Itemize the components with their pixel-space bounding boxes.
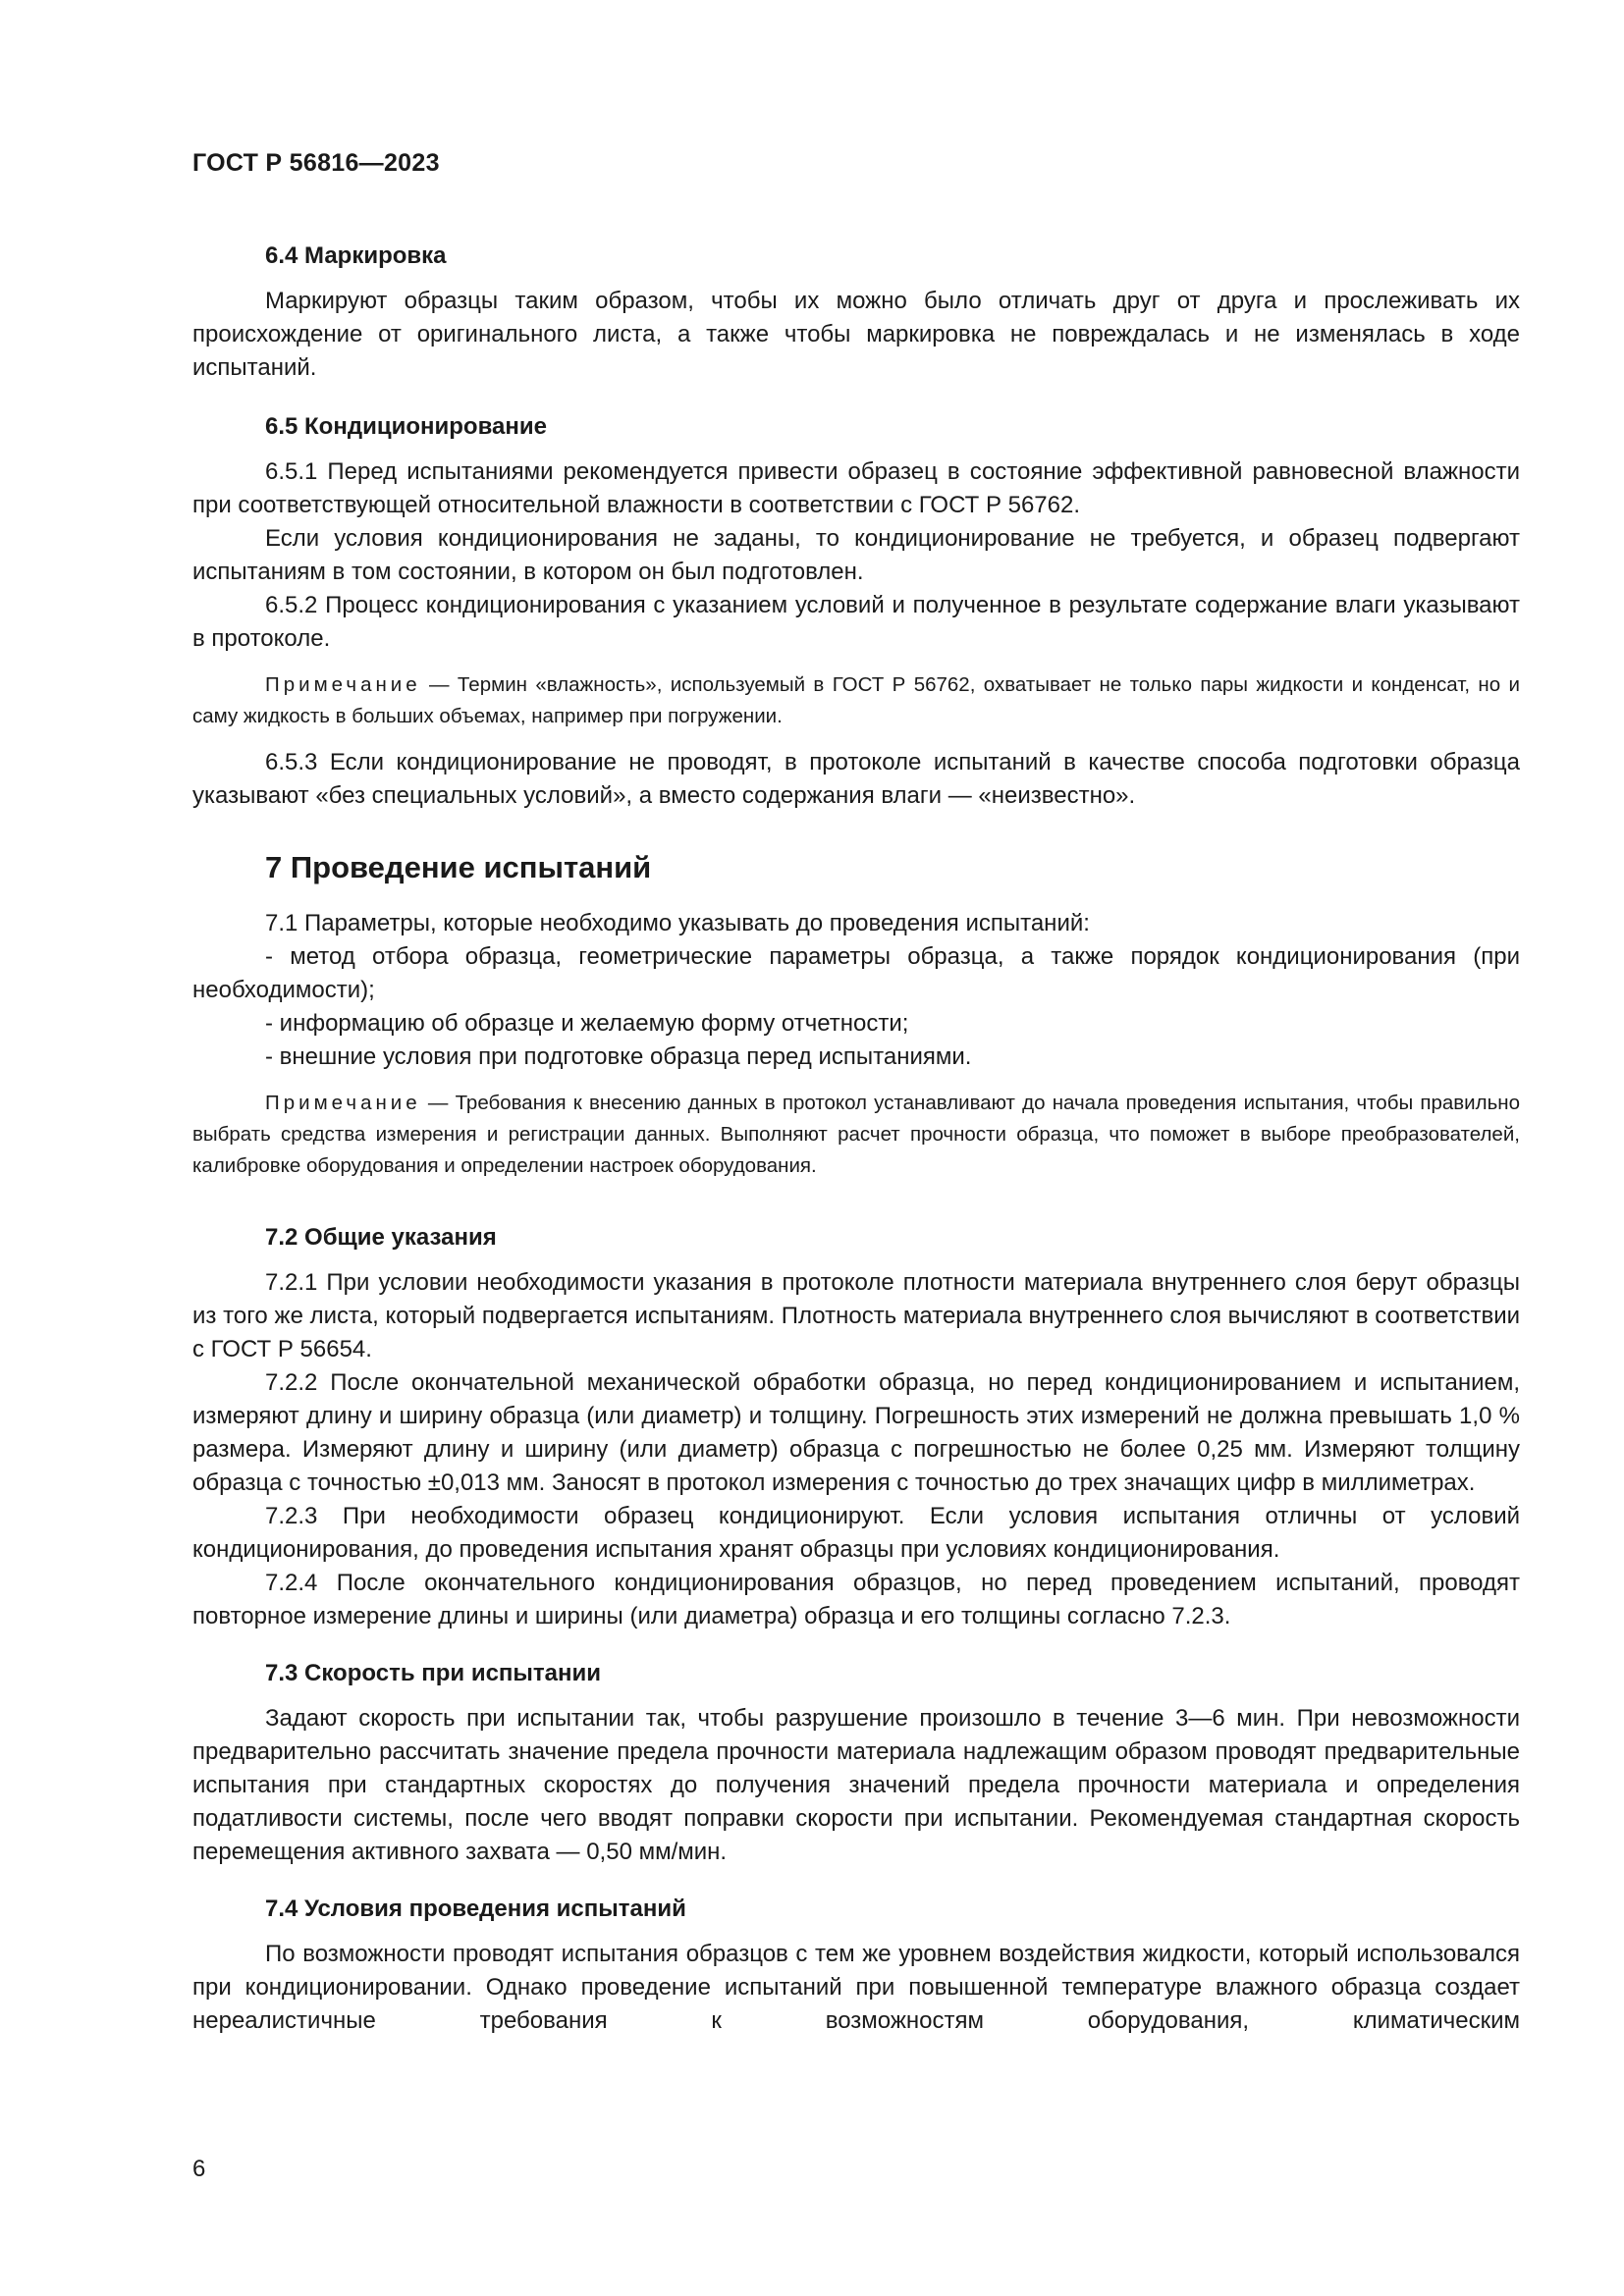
paragraph: 7.2.4 После окончательного кондиционирования образцов, но перед проведением испытаний, проводят повторное измерение длины и ширины (или диаметра) образца и его толщины согласно 7.2.3. bbox=[192, 1570, 1520, 1629]
page-number: 6 bbox=[192, 2156, 206, 2182]
subsection-heading: 7.2 Общие указания bbox=[265, 1224, 497, 1251]
paragraph: 7.2.1 При условии необходимости указания в протоколе плотности материала внутреннего слоя берут образцы из того же листа, который подвергается испытаниям. Плотность материала внутреннего слоя вычисляют в соответствии с ГОСТ Р 56654. bbox=[192, 1269, 1520, 1362]
paragraph: Если условия кондиционирования не заданы, то кондиционирование не требуется, и образец подвергают испытаниям в том состоянии, в котором он был подготовлен. bbox=[192, 525, 1520, 585]
subsection-heading: 7.4 Условия проведения испытаний bbox=[265, 1896, 686, 1922]
list-item: - метод отбора образца, геометрические параметры образца, а также порядок кондиционирования (при необходимости); bbox=[192, 943, 1520, 1003]
note bbox=[192, 1088, 1520, 1182]
note-label: Примечание bbox=[265, 1092, 421, 1114]
document-body bbox=[192, 222, 1520, 2038]
subsection-heading: 6.5 Кондиционирование bbox=[265, 413, 547, 440]
paragraph: 7.2.3 При необходимости образец кондиционируют. Если условия испытания отличны от условий кондиционирования, до проведения испытания хранят образцы при условиях кондиционирования. bbox=[192, 1503, 1520, 1563]
note bbox=[192, 669, 1520, 732]
note-label: Примечание bbox=[265, 673, 421, 696]
paragraph: По возможности проводят испытания образцов с тем же уровнем воздействия жидкости, который использовался при кондиционировании. Однако проведение испытаний при повышенной температуре влажного образца создает нереалистичные требования к возможностям оборудования, климатическим bbox=[192, 1941, 1520, 2034]
list-item: - информацию об образце и желаемую форму отчетности; bbox=[265, 1010, 909, 1037]
list-item: - внешние условия при подготовке образца перед испытаниями. bbox=[265, 1043, 972, 1070]
paragraph: 7.1 Параметры, которые необходимо указывать до проведения испытаний: bbox=[265, 910, 1090, 936]
paragraph: 7.2.2 После окончательной механической обработки образца, но перед кондиционированием и испытанием, измеряют длину и ширину образца (или диаметр) и толщину. Погрешность этих измерений не должна превышать 1,0 % размера. Измеряют длину и ширину (или диаметр) образца с погрешностью не более 0,25 мм. Измеряют толщину образца с точностью ±0,013 мм. Заносят в протокол измерения с точностью до трех значащих цифр в миллиметрах. bbox=[192, 1369, 1520, 1496]
document-header: ГОСТ Р 56816—2023 bbox=[192, 149, 440, 177]
paragraph: 6.5.3 Если кондиционирование не проводят, в протоколе испытаний в качестве способа подготовки образца указывают «без специальных условий», а вместо содержания влаги — «неизвестно». bbox=[192, 749, 1520, 809]
paragraph: 6.5.2 Процесс кондиционирования с указанием условий и полученное в результате содержание влаги указывают в протоколе. bbox=[192, 592, 1520, 652]
note-text: — Требования к внесению данных в протокол устанавливают до начала проведения испытания, чтобы правильно выбрать средства измерения и регистрации данных. Выполняют расчет прочности образца, что поможет в выборе преобразователей, калибровке оборудования и определении настроек оборудования. bbox=[192, 1092, 1520, 1177]
subsection-heading: 6.4 Маркировка bbox=[265, 242, 447, 269]
paragraph: Задают скорость при испытании так, чтобы разрушение произошло в течение 3—6 мин. При невозможности предварительно рассчитать значение предела прочности материала надлежащим образом проводят предварительные испытания при стандартных скоростях до получения значений предела прочности материала и определения податливости системы, после чего вводят поправки скорости при испытании. Рекомендуемая стандартная скорость перемещения активного захвата — 0,50 мм/мин. bbox=[192, 1705, 1520, 1865]
paragraph: Маркируют образцы таким образом, чтобы их можно было отличать друг от друга и прослеживать их происхождение от оригинального листа, а также чтобы маркировка не повреждалась и не изменялась в ходе испытаний. bbox=[192, 288, 1520, 381]
paragraph: 6.5.1 Перед испытаниями рекомендуется привести образец в состояние эффективной равновесной влажности при соответствующей относительной влажности в соответствии с ГОСТ Р 56762. bbox=[192, 458, 1520, 518]
note-text: — Термин «влажность», используемый в ГОСТ Р 56762, охватывает не только пары жидкости и конденсат, но и саму жидкость в больших объемах, например при погружении. bbox=[192, 673, 1520, 727]
section-heading: 7 Проведение испытаний bbox=[265, 850, 652, 884]
subsection-heading: 7.3 Скорость при испытании bbox=[265, 1660, 602, 1686]
